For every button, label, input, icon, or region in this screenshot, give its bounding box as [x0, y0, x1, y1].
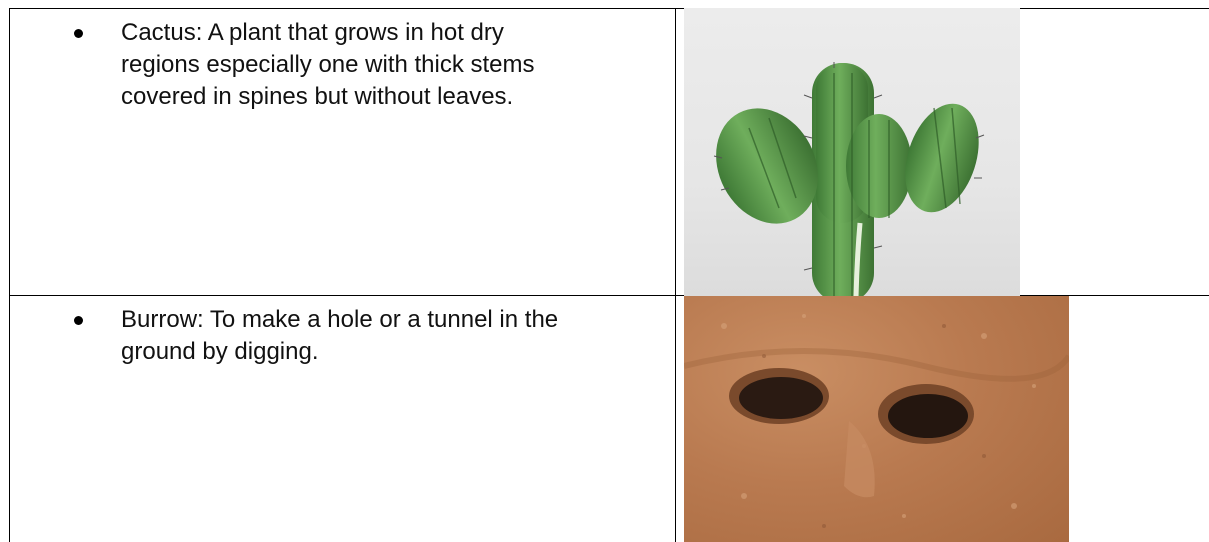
burrow-illustration: [684, 296, 1069, 542]
image-cell: [676, 296, 1209, 542]
definition-cell: [10, 9, 676, 296]
definition-cell: [10, 296, 676, 542]
definition-text: Cactus: A plant that grows in hot dry regions especially one with thick stems covered in spines but without leaves.: [121, 19, 535, 110]
cactus-image: [684, 8, 1020, 297]
bullet-icon: [74, 29, 83, 38]
table-row: [10, 9, 1209, 296]
table-row: [10, 296, 1209, 542]
vocabulary-table: [9, 8, 1209, 542]
list-item: [10, 17, 675, 113]
cactus-illustration: [684, 8, 1020, 297]
burrow-image: [684, 296, 1069, 542]
image-cell: [676, 9, 1209, 296]
bullet-icon: [74, 316, 83, 325]
definition-text: Burrow: To make a hole or a tunnel in the ground by digging.: [121, 306, 559, 365]
list-item: [10, 304, 675, 368]
